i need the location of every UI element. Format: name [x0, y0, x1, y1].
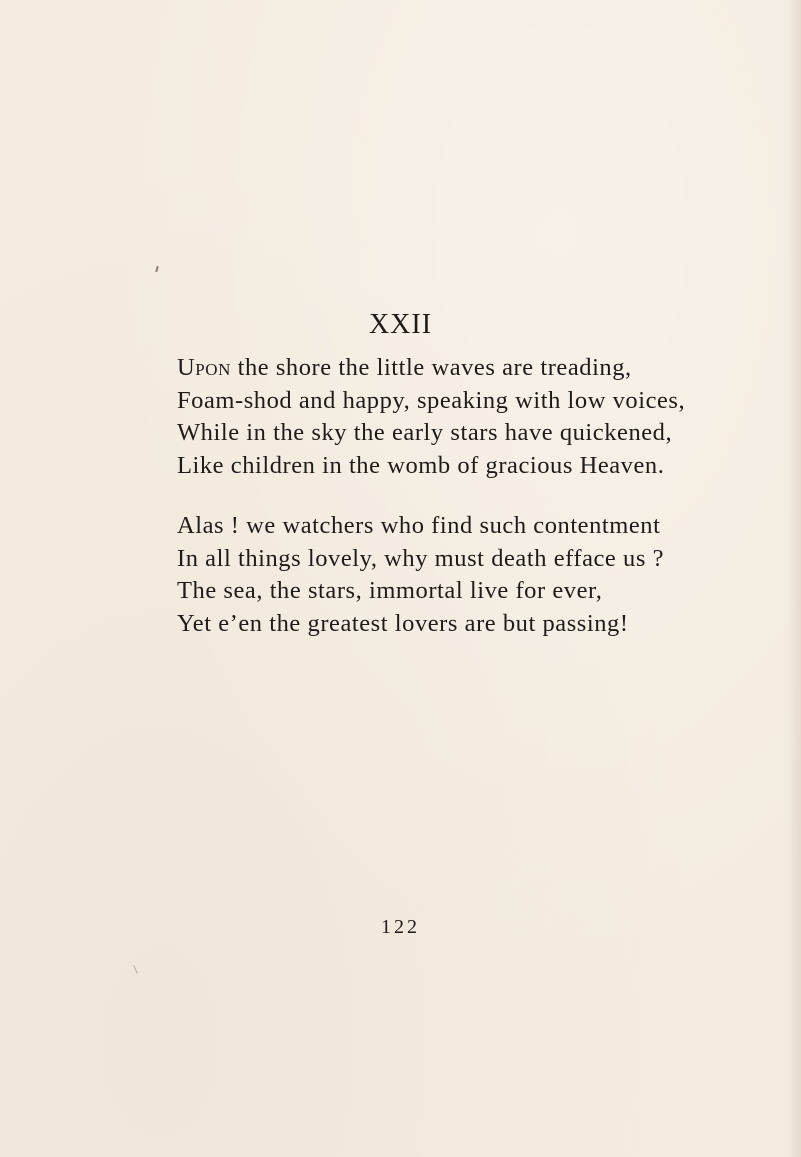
stanza-1: [177, 352, 787, 482]
stanza-2: [177, 510, 787, 640]
poem-line: While in the sky the early stars have quickened,: [177, 419, 673, 446]
poem-line: In all things lovely, why must death efface us ?: [177, 544, 665, 572]
poem-line: Alas ! we watchers who find such contentment: [177, 512, 661, 539]
poem-line: Yet e’en the greatest lovers are but passing!: [177, 609, 629, 637]
poem-heading: XXII: [368, 309, 433, 340]
poem-line: Like children in the womb of gracious Heaven.: [177, 451, 665, 479]
page-speck: [133, 965, 138, 974]
page-number: 122: [381, 916, 420, 938]
page-speck: [155, 266, 158, 272]
poem-line: Foam-shod and happy, speaking with low voices,: [177, 386, 686, 414]
poem-line: [177, 352, 787, 385]
poem-line-lead-word: Upon: [177, 354, 231, 381]
poem-line-text: the shore the little waves are treading,: [230, 354, 632, 381]
poem-line: The sea, the stars, immortal live for ever,: [177, 577, 603, 604]
page-edge-shading: [787, 0, 801, 1157]
